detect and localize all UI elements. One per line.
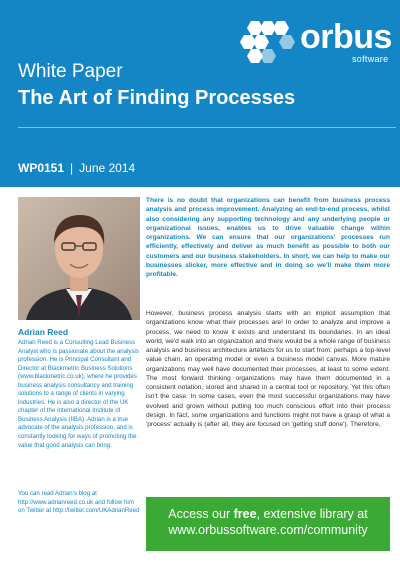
- author-links[interactable]: You can read Adrian's blog at http://www.adrianreed.co.uk and follow him on Twitter at http://twitter.com/UKAdrianReed: [18, 490, 140, 514]
- cta-prefix: Access our: [168, 507, 234, 521]
- page-title: The Art of Finding Processes: [18, 87, 296, 109]
- cta-text: [146, 506, 390, 522]
- document-date: June 2014: [79, 161, 136, 175]
- lead-paragraph: There is no doubt that organizations can benefit from business process analysis and process improvement. Analyzing an end-to-end process, whilst also considering any supporting technology and any underlying people or organizational issues, enables us to drive valuable change within organizations. We can ensure that our organizations' processes run efficiently, effectively and deliver as much benefit as possible to both our customers and our business stakeholders. In short, we can help to make our businesses slicker, more effective and in doing so we'll make them more profitable.: [146, 197, 390, 278]
- cta-emphasis: free: [233, 507, 257, 521]
- body-paragraph: However, business process analysis starts with an implicit assumption that organizations know what their processes are! In order to analyze and improve a process, we need to know it exists and understand its boundaries. In an ideal world, we'd walk into an organization and there would be a whole range of business analysis and business architecture artefacts for us to start from: perhaps a top-level value chain, an operating model or even a business model canvas. More mature organizations may well have documented their processes, at least to some extent. The most forward thinking organizations may have them documented in a consistent notation, stored and shared in a central tool or repository. Yet this often isn't the case. In some cases, even the most successful organizations may have evolved and grown without putting too much conscious effort into their process design. In fact, some organizations and functions might not have a grasp of what a 'process' actually is (after all, they are focused on 'getting stuff done'). Therefore,: [146, 310, 390, 428]
- document-code: WP0151: [18, 161, 65, 175]
- author-name: Adrian Reed: [18, 327, 69, 337]
- cta-suffix: , extensive library at: [256, 507, 368, 521]
- header-banner: [0, 0, 400, 187]
- document-meta: [18, 161, 135, 175]
- orbus-logo[interactable]: [236, 18, 392, 67]
- community-library-banner[interactable]: [146, 497, 390, 551]
- brand-name: orbus: [300, 18, 392, 56]
- meta-separator: |: [70, 161, 74, 175]
- community-url-link[interactable]: www.orbussoftware.com/community: [168, 523, 368, 537]
- author-bio: Adrian Reed is a Consulting Lead Business Analyst who is passionate about the analysis profession. He is Principal Consultant and Director at Blackmetric Business Solutions (www.blackmetric.co.uk), where he provides business analysis consultancy and training solutions to a range of clients in varying industries. He is also a director of the UK chapter of the International Institute of Business Analysis (IIBA). Adrian is a true advocate of the analysis profession, and is constantly looking for ways of promoting the value that good analysis can bring.: [18, 339, 139, 449]
- brand-subtitle: software: [352, 54, 389, 64]
- author-portrait-image: [18, 197, 140, 320]
- header-divider: [18, 127, 396, 128]
- document-type: White Paper: [18, 61, 123, 82]
- hexagon-logo-icon: [236, 19, 300, 65]
- author-photo: [18, 197, 140, 320]
